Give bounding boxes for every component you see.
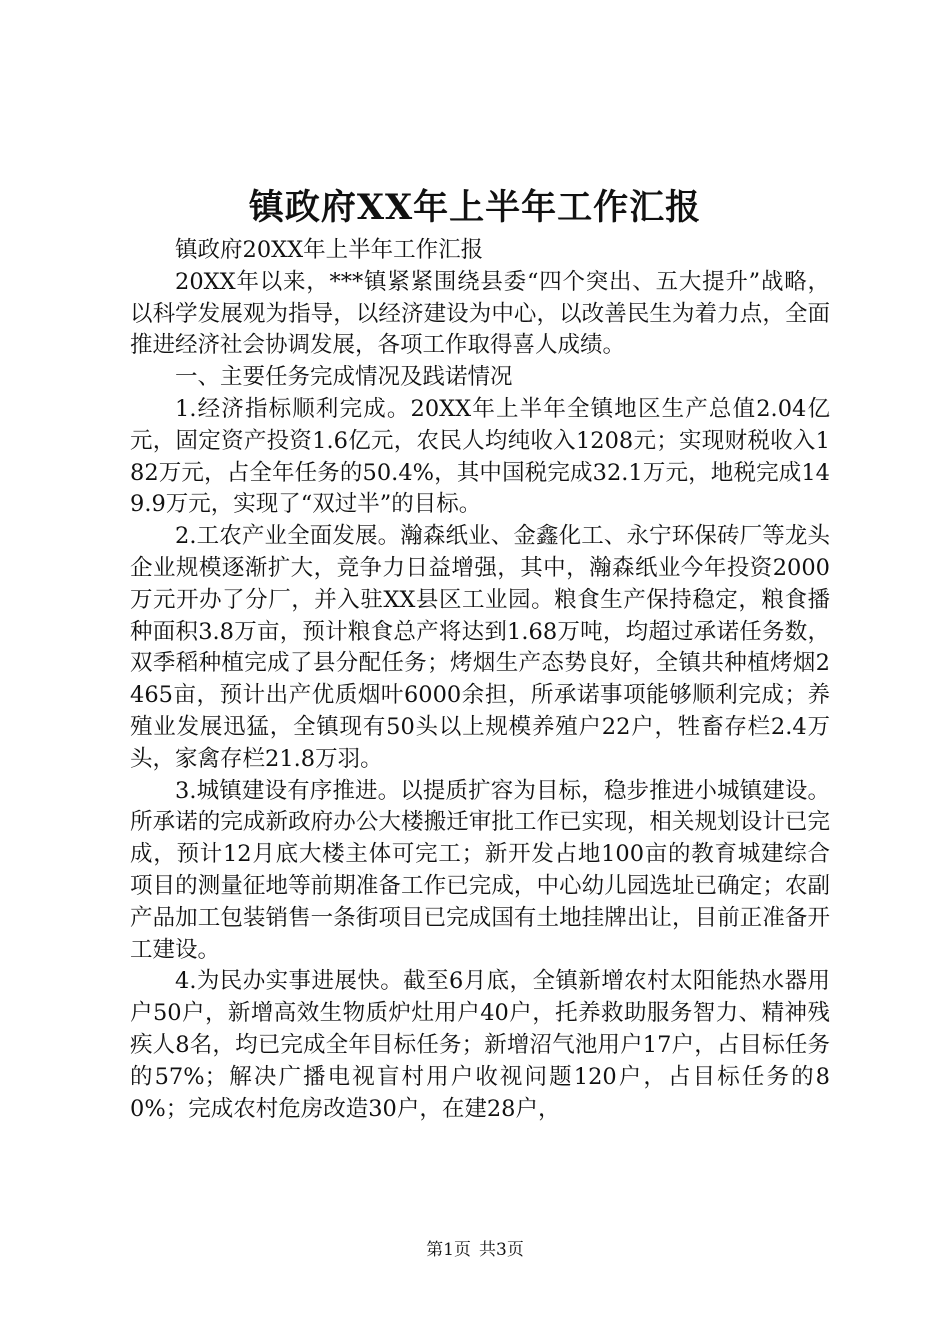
paragraph-industry-agriculture: 2.工农产业全面发展。瀚森纸业、金鑫化工、永宁环保砖厂等龙头企业规模逐渐扩大，竞争力日益增强，其中，瀚森纸业今年投资2000万元开办了分厂，并入驻XX县区工业园。粮食生产保持稳定，粮食播种面积3.8万亩，预计粮食总产将达到1.68万吨，均超过承诺任务数，双季稻种植完成了县分配任务；烤烟生产态势良好，全镇共种植烤烟2465亩，预计出产优质烟叶6000余担，所承诺事项能够顺利完成；养殖业发展迅猛，全镇现有50头以上规模养殖户22户，牲畜存栏2.4万头，家禽存栏21.8万羽。 [130, 523, 830, 772]
paragraph-economic-indicators: 1.经济指标顺利完成。20XX年上半年全镇地区生产总值2.04亿元，固定资产投资1.6亿元，农民人均纯收入1208元；实现财税收入182万元，占全年任务的50.4%，其中国税完成32.1万元，地税完成149.9万元，实现了“双过半”的目标。 [130, 395, 830, 518]
paragraph-subtitle: 镇政府20XX年上半年工作汇报 [175, 237, 484, 263]
paragraph-intro: 20XX年以来，***镇紧紧围绕县委“四个突出、五大提升”战略，以科学发展观为指导，以经济建设为中心，以改善民生为着力点，全面推进经济社会协调发展，各项工作取得喜人成绩。 [130, 268, 830, 359]
paragraph-public-affairs: 4.为民办实事进展快。截至6月底，全镇新增农村太阳能热水器用户50户，新增高效生物质炉灶用户40户，托养救助服务智力、精神残疾人8名，均已完成全年目标任务；新增沼气池用户17户，占目标任务的57%；解决广播电视盲村用户收视问题120户，占目标任务的80%；完成农村危房改造30户，在建28户， [130, 968, 830, 1122]
section-heading-main-tasks: 一、主要任务完成情况及践诺情况 [175, 364, 513, 391]
page-number-current: 第1页 [426, 1240, 471, 1260]
page-number-total: 共3页 [479, 1240, 524, 1260]
page-footer [0, 1238, 950, 1262]
document-title: 镇政府XX年上半年工作汇报 [248, 187, 702, 228]
document-body [130, 235, 830, 1125]
paragraph-town-construction: 3.城镇建设有序推进。以提质扩容为目标，稳步推进小城镇建设。所承诺的完成新政府办公大楼搬迁审批工作已实现，相关规划设计已完成，预计12月底大楼主体可完工；新开发占地100亩的教育城建综合项目的测量征地等前期准备工作已完成，中心幼儿园选址已确定；农副产品加工包装销售一条街项目已完成国有土地挂牌出让，目前正准备开工建设。 [130, 777, 830, 963]
